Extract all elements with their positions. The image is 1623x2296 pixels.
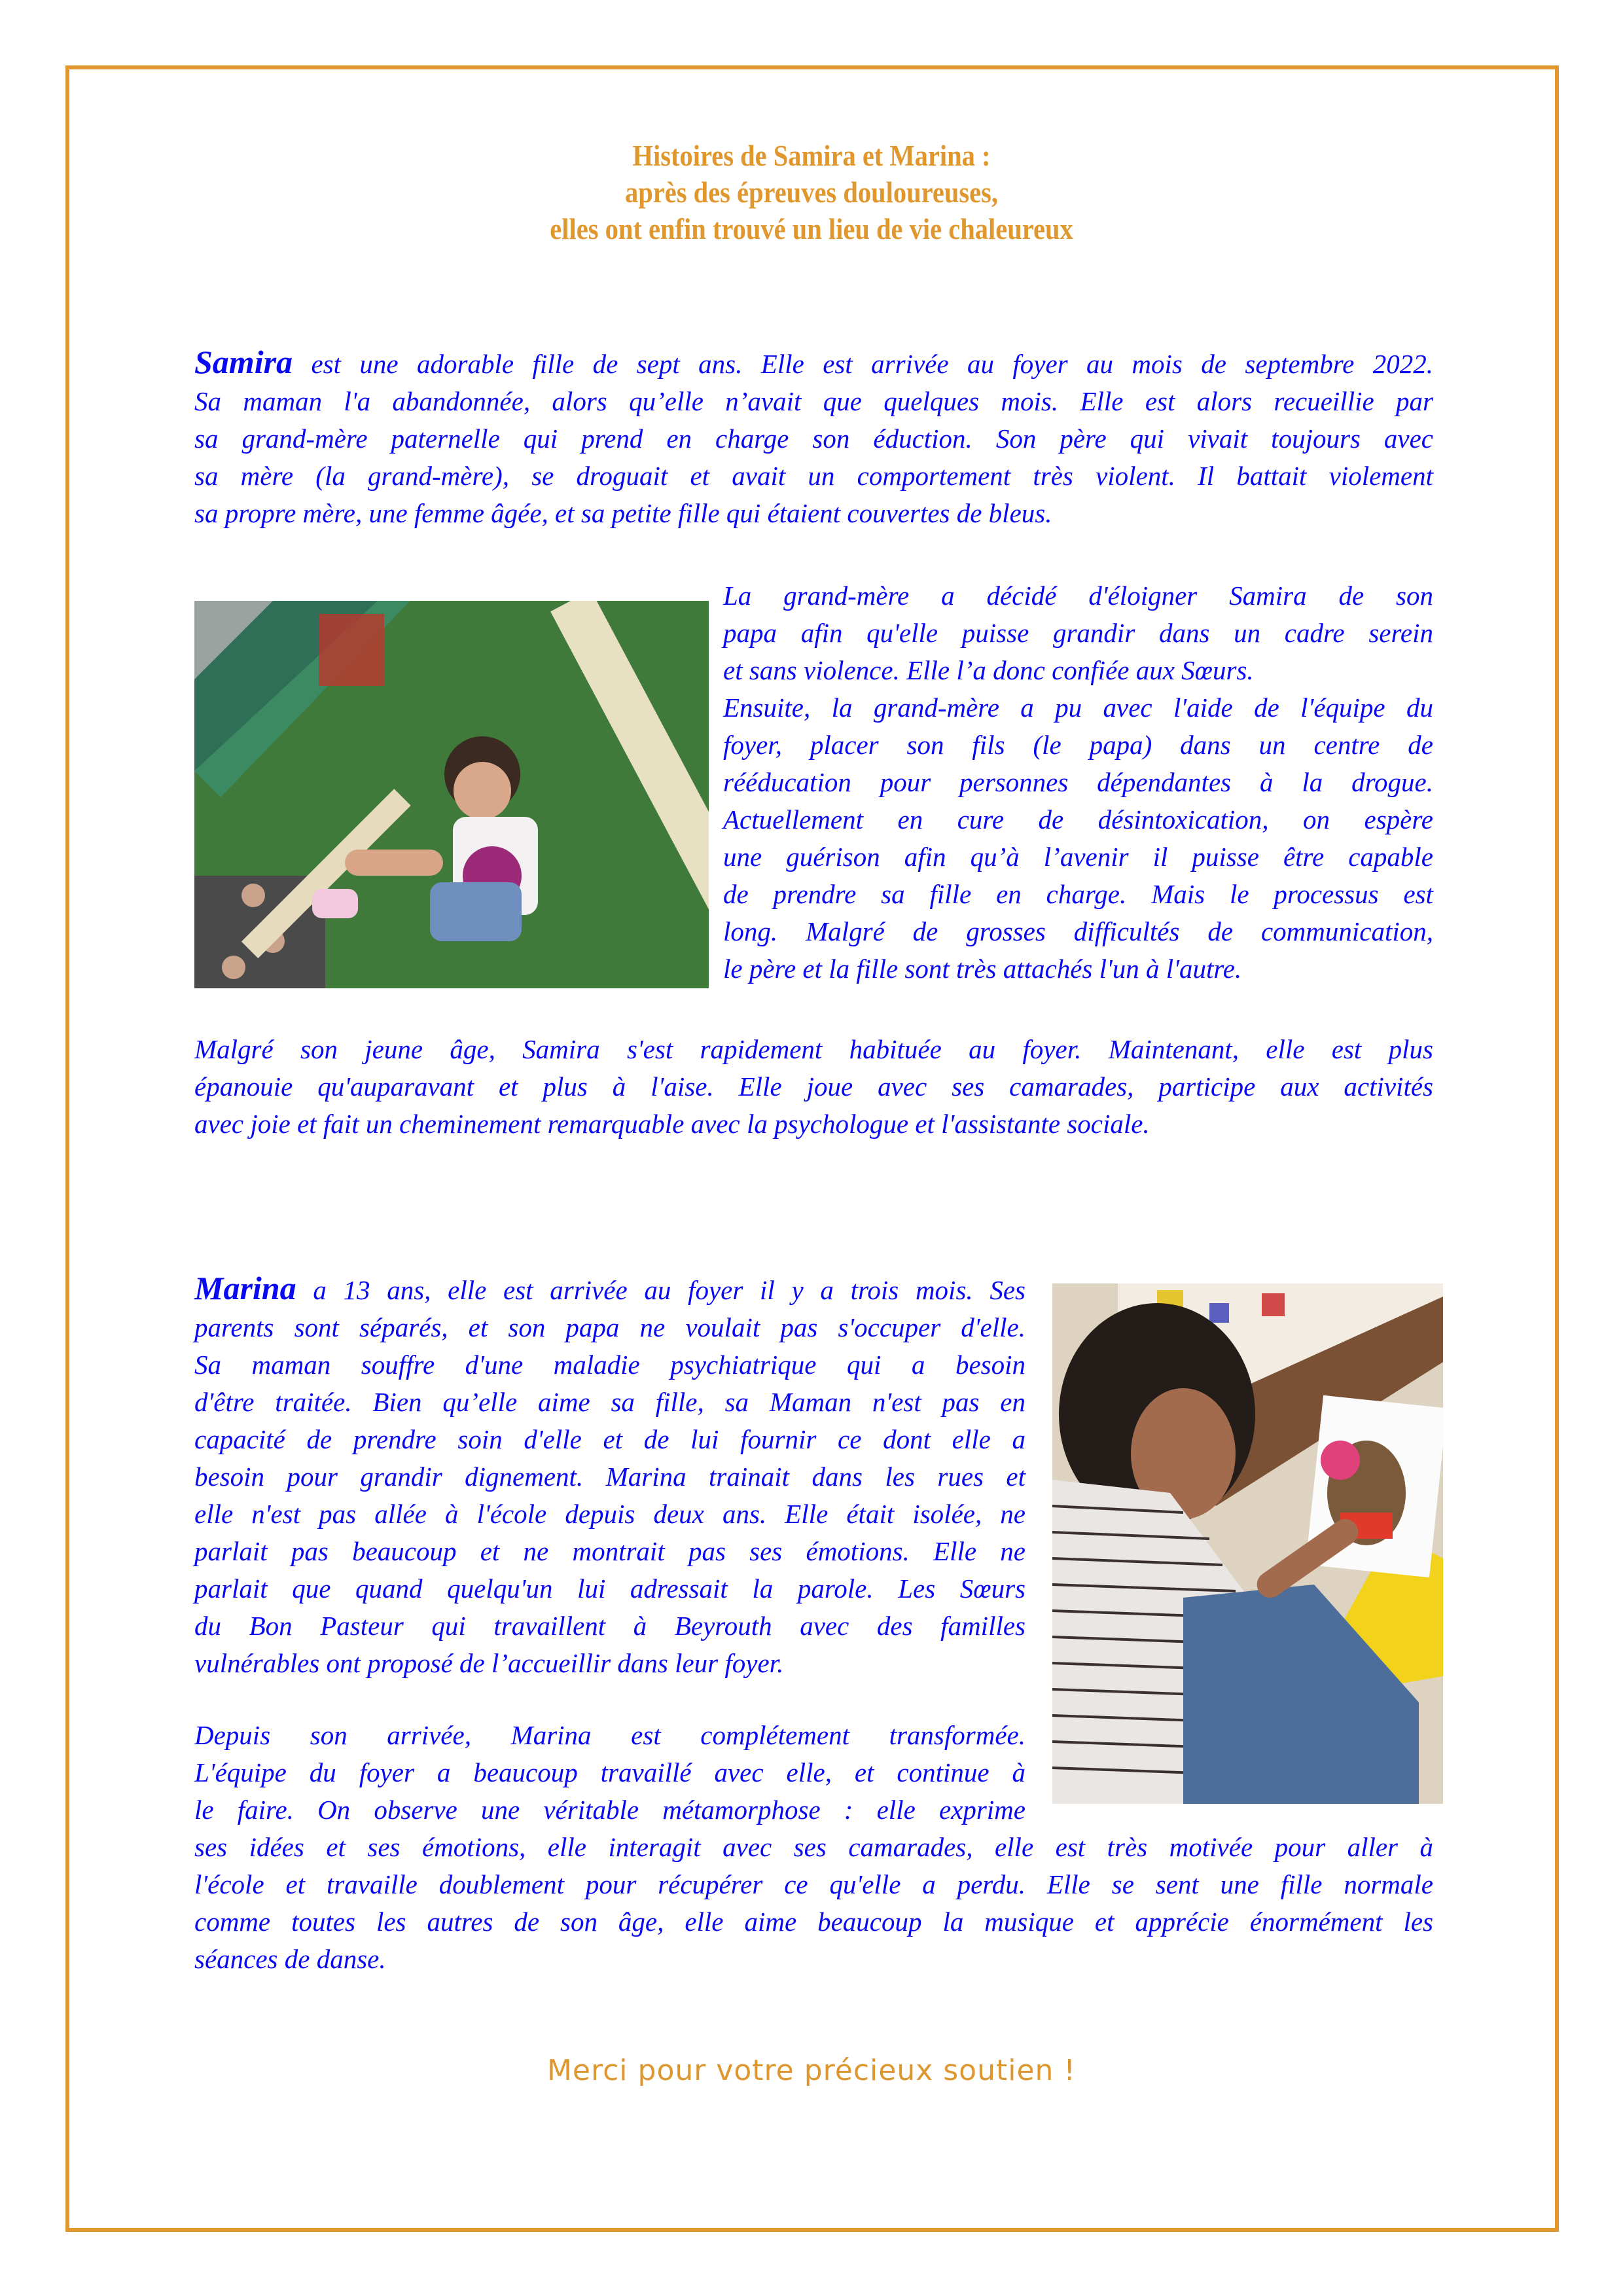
thank-you-message: Merci pour votre précieux soutien ! [546, 2054, 1077, 2087]
photo-icon [1052, 1283, 1443, 1804]
photo-icon [194, 601, 709, 988]
marina-name: Marina [194, 1270, 296, 1306]
marina-photo [1052, 1283, 1443, 1804]
page-title [0, 137, 1623, 247]
marina-after-paragraph-wide: ses idées et ses émotions, elle interagit avec ses camarades, elle est très motivée pour aller à l'école et travaille doublement pour récupérer ce qu'elle a perdu. Elle se sent une fille normale comme toutes les autres de son âge, elle aime beaucoup la musique et apprécie énormément les séances de danse. [194, 1832, 1433, 1974]
samira-intro-paragraph: Samira est une adorable fille de sept ans. Elle est arrivée au foyer au mois de septembre 2022. Sa maman l'a abandonnée, alors qu’elle n’avait que quelques mois. Elle est alors recueillie par sa grand-mère paternelle qui prend en charge son éduction. Son père qui vivait toujours avec sa mère (la grand-mère), se droguait et avait un comportement très violent. Il battait violement sa propre mère, une femme âgée, et sa petite fille qui étaient couvertes de bleus. [194, 344, 1433, 528]
marina-after-paragraph: Depuis son arrivée, Marina est complétement transformée. L'équipe du foyer a beaucoup travaillé avec elle, et continue à le faire. On observe une véritable métamorphose : elle exprime [194, 1720, 1026, 1825]
samira-name: Samira [194, 344, 293, 380]
title-line-1: Histoires de Samira et Marina : [632, 139, 991, 172]
samira-closing-paragraph: Malgré son jeune âge, Samira s'est rapidement habituée au foyer. Maintenant, elle est plus épanouie qu'auparavant et plus à l'aise. Elle joue avec ses camarades, participe aux activités avec joie et fait un cheminement remarquable avec la psychologue et l'assistante sociale. [194, 1034, 1433, 1139]
samira-side-paragraph: La grand-mère a décidé d'éloigner Samira de son papa afin qu'elle puisse grandir dans un cadre serein et sans violence. Elle l’a donc confiée aux Sœurs. Ensuite, la grand-mère a pu avec l'aide de l'équipe du foyer, placer son fils (le papa) dans un centre de rééducation pour personnes dépendantes à la drogue. Actuellement en cure de désintoxication, on espère une guérison afin qu’à l’avenir il puisse être capable de prendre sa fille en charge. Mais le processus est long. Malgré de grosses difficultés de communication, le père et la fille sont très attachés l'un à l'autre. [723, 581, 1433, 984]
title-line-2: après des épreuves douloureuses, [624, 176, 999, 209]
samira-photo [194, 601, 709, 988]
marina-intro-paragraph: Marina a 13 ans, elle est arrivée au foyer il y a trois mois. Ses parents sont séparés, et son papa ne voulait pas s'occuper d'elle. Sa maman souffre d'une maladie psychiatrique qui a besoin d'être traitée. Bien qu’elle aime sa fille, sa Maman n'est pas en capacité de prendre soin d'elle et de lui fournir ce dont elle a besoin pour grandir dignement. Marina trainait dans les rues et elle n'est pas allée à l'école depuis deux ans. Elle était isolée, ne parlait pas beaucoup et ne montrait pas ses émotions. Elle ne parlait que quand quelqu'un lui adressait la parole. Les Sœurs du Bon Pasteur qui travaillent à Beyrouth avec des familles vulnérables ont proposé de l’accueillir dans leur foyer. [194, 1270, 1026, 1678]
title-line-3: elles ont enfin trouvé un lieu de vie chaleureux [550, 213, 1073, 245]
